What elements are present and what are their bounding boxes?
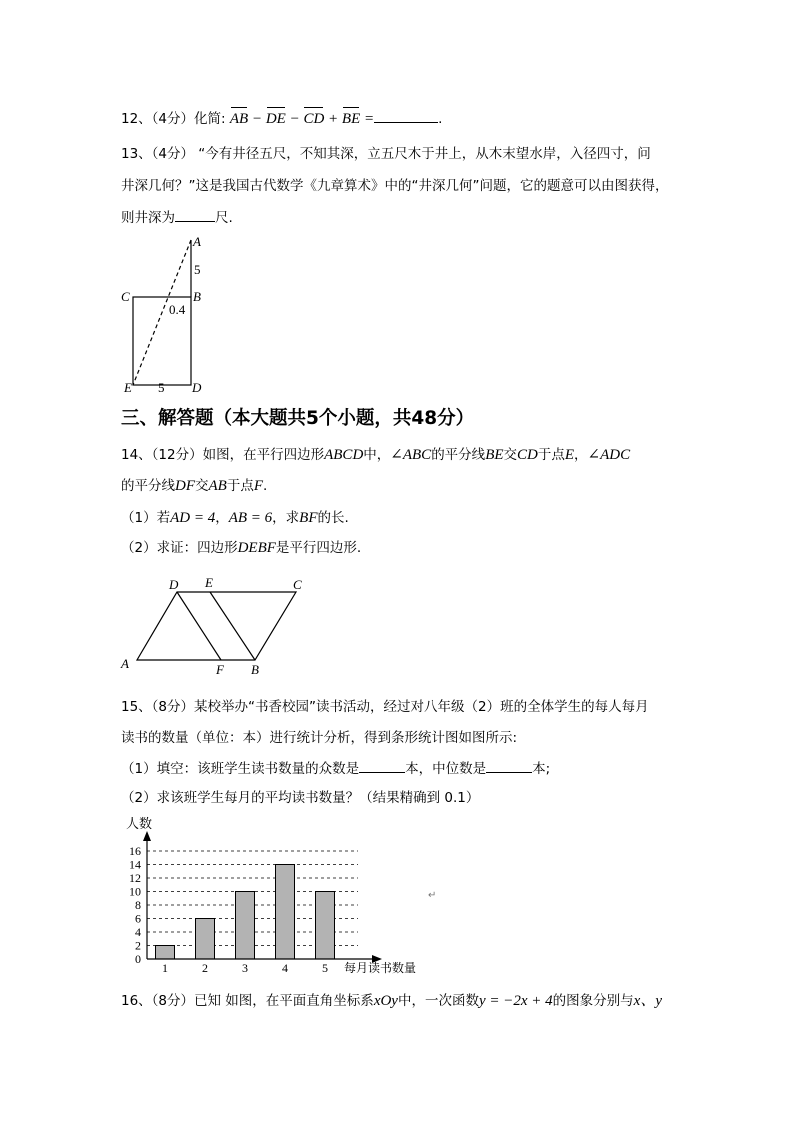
q14-line-2 — [121, 476, 267, 496]
q12-prefix: 12、（4分）化简: — [121, 111, 230, 127]
y-axis-arrow — [143, 831, 151, 841]
x-tick-label: 4 — [282, 961, 288, 975]
q14-p1-text-b: ， — [215, 510, 229, 526]
q14-text-d: 交 — [503, 447, 518, 463]
y-tick-label: 8 — [135, 898, 141, 912]
paragraph-mark: ↵ — [428, 890, 437, 901]
bar — [316, 892, 335, 960]
q14-text-f: ， — [574, 447, 588, 463]
bar — [236, 892, 255, 960]
q14-l2-text-c: 于点 — [226, 478, 254, 494]
math-ab-2: AB — [228, 510, 248, 526]
label-0-4: 0.4 — [169, 302, 186, 317]
q15-line-2: 读书的数量（单位：本）进行统计分析，得到条形统计图如图所示: — [121, 730, 518, 746]
q14-p1-text-d: 的长. — [317, 510, 349, 526]
x-tick-label: 2 — [202, 961, 208, 975]
y-tick-label: 4 — [135, 925, 141, 939]
y-axis-label: 人数 — [126, 817, 153, 832]
y-tick-label: 6 — [135, 911, 141, 926]
y-tick-label: 16 — [129, 844, 141, 858]
q13-line-1: 13、（4分） “今有井径五尺，不知其深，立五尺木于井上，从木末望水岸，入径四寸，问 — [121, 146, 651, 162]
vector-be: BE — [341, 111, 361, 127]
label-b-2: B — [251, 662, 259, 677]
label-a: A — [193, 234, 201, 249]
math-ab: AB — [208, 478, 227, 494]
vector-de: DE — [265, 111, 286, 127]
op-minus-2: − — [285, 111, 304, 127]
well-figure — [116, 232, 216, 397]
math-debf: DEBF — [237, 540, 276, 556]
x-axis-label: 每月读书数量 — [344, 961, 417, 975]
q13-line-3 — [121, 207, 233, 228]
q15-part-1 — [121, 758, 550, 779]
math-cd: CD — [517, 447, 538, 463]
equals-sign: = — [360, 111, 375, 127]
q15-part-2: （2）求该班学生每月的平均读书数量？（结果精确到 0.1） — [121, 790, 480, 806]
label-ed-length: 5 — [158, 380, 165, 395]
math-eq-4: = 4 — [190, 510, 216, 526]
q15-p1-text-b: 本，中位数是 — [405, 761, 487, 777]
vector-ab: AB — [229, 111, 249, 127]
y-tick-label: 2 — [135, 938, 141, 953]
segment-eb — [210, 592, 255, 660]
q14-part-2 — [121, 538, 361, 558]
op-minus-1: − — [248, 111, 266, 127]
y-tick-label: 12 — [129, 871, 141, 885]
math-x-y-axes: x、y — [633, 993, 662, 1009]
section-3-heading: 三、解答题（本大题共5个小题，共48分） — [121, 408, 475, 429]
q12-suffix: . — [438, 111, 443, 127]
bar — [276, 865, 295, 960]
q14-p2-text-b: 是平行四边形. — [275, 540, 362, 556]
bar — [196, 919, 215, 960]
q16-line-1 — [121, 991, 662, 1011]
x-tick-label: 3 — [242, 961, 248, 975]
vector-cd: CD — [303, 111, 325, 127]
y-tick-label: 14 — [129, 857, 141, 872]
label-e-2: E — [205, 575, 213, 590]
math-xoy: xOy — [373, 993, 398, 1009]
math-abcd: ABCD — [324, 447, 364, 463]
q13-line3-unit: 尺. — [215, 210, 233, 226]
q14-text-a: 14、（12分）如图，在平行四边形 — [121, 447, 325, 463]
label-f: F — [216, 662, 224, 677]
math-angle-adc: ∠ADC — [587, 447, 631, 463]
math-be: BE — [485, 447, 504, 463]
q13-line-2: 井深几何？”这是我国古代数学《九章算术》中的“井深几何”问题，它的题意可以由图获得， — [121, 178, 669, 194]
q14-l2-text-d: . — [263, 478, 268, 494]
x-tick-label: 5 — [322, 961, 328, 975]
q15-p1-text-a: （1）填空：该班学生读书数量的众数是 — [121, 761, 360, 777]
math-f: F — [253, 478, 263, 494]
y-tick-label: 0 — [135, 952, 141, 966]
label-d: D — [192, 380, 202, 395]
q14-l2-text-b: 交 — [195, 478, 209, 494]
label-e: E — [124, 380, 132, 395]
q16-text-c: 的图象分别与 — [552, 993, 634, 1009]
bar — [156, 946, 175, 960]
math-e: E — [564, 447, 575, 463]
math-ad: AD — [170, 510, 191, 526]
q14-p1-text-c: ，求 — [272, 510, 300, 526]
answer-blank-q13[interactable] — [175, 207, 215, 222]
answer-blank-median[interactable] — [486, 758, 532, 773]
q16-text-b: 中，一次函数 — [397, 993, 479, 1009]
chart-bars — [156, 865, 335, 960]
reading-bar-chart — [118, 812, 438, 980]
label-ab-length: 5 — [194, 262, 201, 277]
math-bf: BF — [299, 510, 318, 526]
math-linear-function: y = −2x + 4 — [478, 993, 553, 1009]
q16-text-a: 16、（8分）已知 如图，在平面直角坐标系 — [121, 993, 374, 1009]
label-d-2: D — [169, 577, 179, 592]
q15-p1-text-c: 本; — [532, 761, 551, 777]
math-eq-6: = 6 — [247, 510, 273, 526]
y-tick-label: 10 — [129, 884, 141, 899]
q15-line-1: 15、（8分）某校举办“书香校园”读书活动，经过对八年级（2）班的全体学生的每人每月 — [121, 699, 649, 715]
label-b: B — [193, 289, 201, 304]
q14-line-1 — [121, 445, 630, 465]
q13-line3-text: 则井深为 — [121, 210, 175, 226]
parallelogram-figure — [118, 575, 318, 680]
question-12 — [121, 108, 442, 129]
q14-l2-text-a: 的平分线 — [121, 478, 175, 494]
q14-text-b: 中， — [363, 447, 391, 463]
label-c-2: C — [293, 577, 302, 592]
segment-df — [177, 592, 221, 660]
answer-blank-q12[interactable] — [374, 108, 438, 123]
label-a-2: A — [121, 656, 129, 671]
q14-text-c: 的平分线 — [431, 447, 486, 463]
q14-part-1 — [121, 508, 349, 528]
q14-p1-text-a: （1）若 — [121, 510, 171, 526]
answer-blank-mode[interactable] — [359, 758, 405, 773]
math-df: DF — [175, 478, 195, 494]
label-c: C — [121, 289, 130, 304]
op-plus: + — [324, 111, 342, 127]
q14-p2-text-a: （2）求证：四边形 — [121, 540, 238, 556]
math-angle-abc: ∠ABC — [390, 447, 432, 463]
x-tick-label: 1 — [162, 961, 168, 975]
q14-text-e: 于点 — [537, 447, 565, 463]
